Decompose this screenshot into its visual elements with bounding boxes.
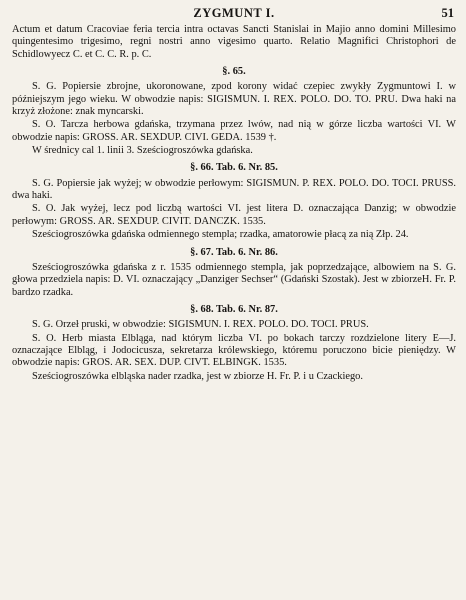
paragraph: Sześciogroszówka gdańska odmiennego stempla; rzadka, amatorowie płacą za nią Złp. 24. (32, 229, 409, 241)
section-heading: §. 66. Tab. 6. Nr. 85. (190, 162, 278, 174)
running-title: ZYGMUNT I. (193, 6, 275, 20)
paragraph: S. G. Popiersie zbrojne, ukoronowane, zpod korony widać czepiec zwykły Zygmuntowi I. w późniejszym jego wieku. W obwodzie napis: SIGISMUN. I. REX. POLO. DO. TO. PRU. Dwa haki na krzyż złożone: znak myncarski. (12, 81, 456, 118)
intro-paragraph: Actum et datum Cracoviae feria tercia intra octavas Sancti Stanislai in Majio anno domini Millesimo quingentesimo trigesimo, regni nostri anno vigesimo quarto. Relatio Magnifici Christophori de Schidlowyecz C. et C. C. R. p. C. (12, 24, 456, 60)
section-heading: §. 67. Tab. 6. Nr. 86. (190, 246, 278, 258)
paragraph: Sześciogroszówka gdańska z r. 1535 odmiennego stempla, jak poprzedzające, albowiem na S. G. głowa przedziela napis: D. VI. oznaczający „Danziger Sechser“ (Gdański Szostak). Jest w zbiorzeH. Fr. P. bardzo rzadka. (12, 261, 456, 298)
paragraph: S. O. Jak wyżej, lecz pod liczbą wartości VI. jest litera D. oznaczająca Danzig; w obwodzie perłowym: GROSS. AR. SEXDUP. CIVIT. DANCZK. 1535. (12, 203, 456, 227)
section-68 (12, 304, 456, 383)
paragraph: Sześciogroszówka elbląska nader rzadka, jest w zbiorze H. Fr. P. i u Czackiego. (32, 370, 363, 382)
section-heading: §. 68. Tab. 6. Nr. 87. (190, 303, 278, 315)
paragraph: W średnicy cal 1. linii 3. Sześciogroszówka gdańska. (32, 145, 253, 157)
section-66 (12, 162, 456, 241)
page-header (12, 4, 456, 21)
paragraph: S. O. Tarcza herbowa gdańska, trzymana przez lwów, nad nią w górze liczba wartości VI. W obwodzie napis: GROSS. AR. SEXDUP. CIVI. GEDA. 1539 †. (12, 119, 456, 143)
paragraph: S. O. Herb miasta Elbląga, nad którym liczba VI. po bokach tarczy rozdzielone litery E—J. oznaczające Elbląg, i Jodocicusza, sekretarza królewskiego, któremu poruczono bicie pieniędzy. W obwodzie napis: GROS. AR. SEX. DUP. CIVT. ELBINGK. 1535. (12, 332, 456, 369)
paragraph: S. G. Orzeł pruski, w obwodzie: SIGISMUN. I. REX. POLO. DO. TOCI. PRUS. (32, 319, 369, 331)
page-number: 51 (441, 6, 454, 20)
section-heading: §. 65. (222, 66, 246, 78)
document-body (12, 24, 456, 383)
paragraph: S. G. Popiersie jak wyżej; w obwodzie perłowym: SIGISMUN. P. REX. POLO. DO. TOCI. PRUSS. dwa haki. (12, 177, 456, 202)
section-65 (12, 66, 456, 157)
section-67 (12, 247, 456, 299)
